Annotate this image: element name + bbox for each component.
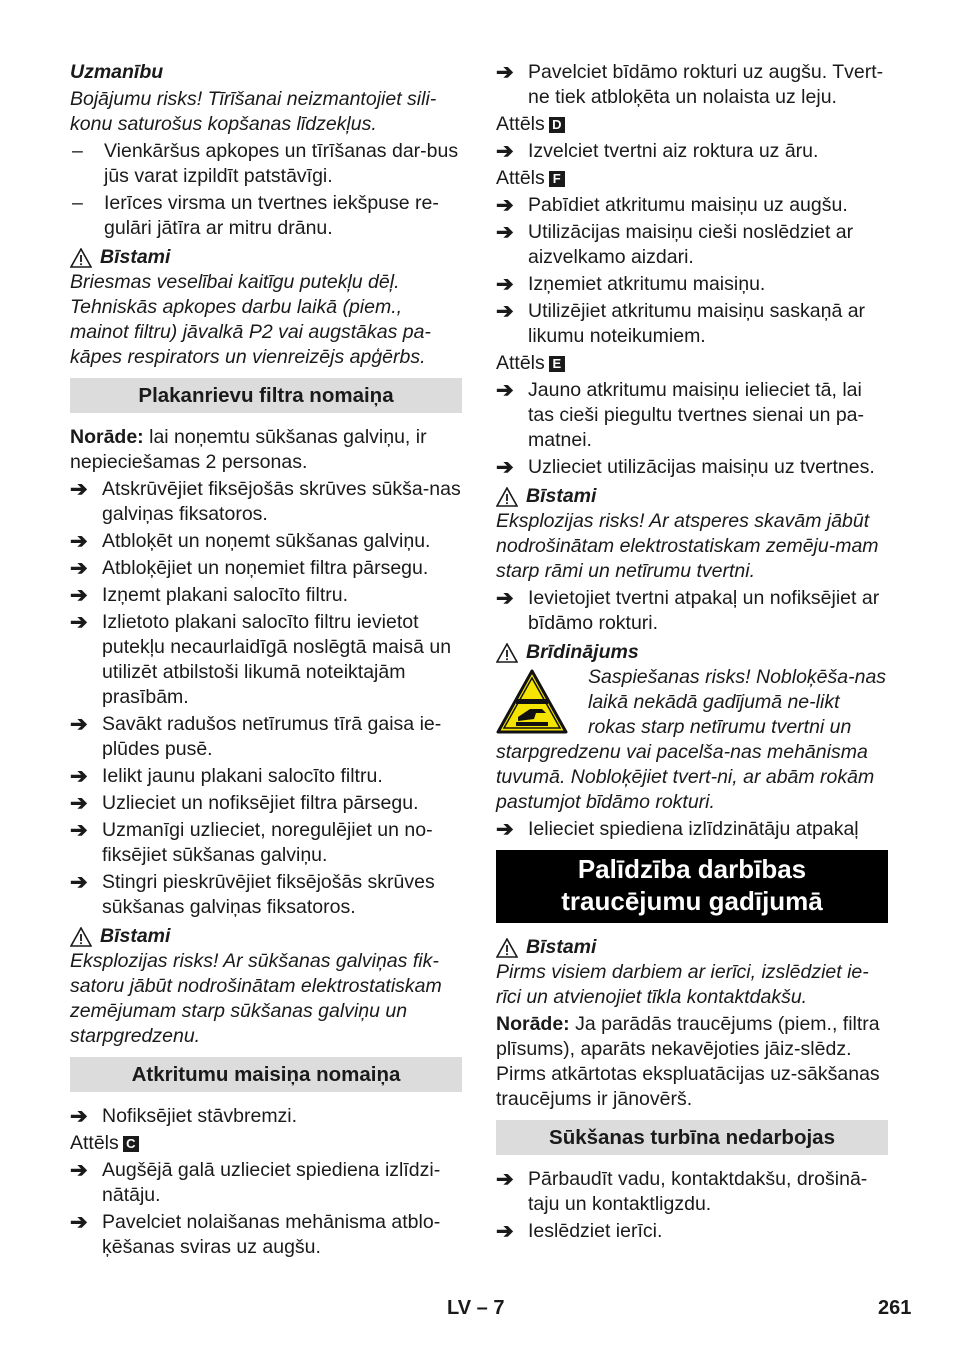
step-item: ➔ Savākt radušos netīrumus tīrā gaisa ie-plūdes pusē. xyxy=(70,713,442,760)
figure-reference: Attēls C xyxy=(70,1131,462,1156)
step-item: ➔ Pārbaudīt vadu, kontaktdakšu, drošinā-taju un kontaktligzdu. xyxy=(496,1168,868,1215)
figure-letter-badge: F xyxy=(549,171,565,187)
step-item: ➔ Izņemiet atkritumu maisiņu. xyxy=(496,273,766,296)
warning-triangle-icon xyxy=(70,927,92,947)
figure-reference: Attēls E xyxy=(496,351,888,376)
section-heading: Plakanrievu filtra nomaiņa xyxy=(70,378,462,413)
page-number: 261 xyxy=(878,1297,912,1319)
arrow-right-icon: ➔ xyxy=(70,713,88,736)
section-heading: Atkritumu maisiņa nomaiņa xyxy=(70,1057,462,1092)
step-item: ➔ Augšējā galā uzlieciet spiediena izlīdzi-nātāju. xyxy=(70,1159,441,1206)
left-column xyxy=(70,60,462,1262)
arrow-right-icon: ➔ xyxy=(496,818,514,841)
step-item: ➔ Ieslēdziet ierīci. xyxy=(496,1220,663,1243)
figure-reference: Attēls D xyxy=(496,112,888,137)
warning-triangle-icon xyxy=(496,487,518,507)
arrow-right-icon: ➔ xyxy=(70,1159,88,1182)
step-item: ➔ Atbloķējiet un noņemiet filtra pārsegu. xyxy=(70,557,429,580)
step-item: ➔ Ielieciet spiediena izlīdzinātāju atpakaļ xyxy=(496,818,859,841)
figure-reference: Attēls F xyxy=(496,166,888,191)
warning-heading: Brīdinājums xyxy=(496,640,888,665)
arrow-right-icon: ➔ xyxy=(70,557,88,580)
caution-text: Bojājumu risks! Tīrīšanai neizmantojiet sili-konu saturošus kopšanas līdzekļus. xyxy=(70,88,437,135)
chapter-heading: Palīdzība darbības traucējumu gadījumā xyxy=(496,850,888,923)
arrow-right-icon: ➔ xyxy=(496,1220,514,1243)
arrow-right-icon: ➔ xyxy=(70,765,88,788)
figure-letter-badge: E xyxy=(549,356,565,372)
arrow-right-icon: ➔ xyxy=(496,587,514,610)
step-item: ➔ Izlietoto plakani salocīto filtru ievietot putekļu necaurlaidīgā noslēgtā maisā un utilizēt atbilstoši likumā noteiktajām prasībām. xyxy=(70,611,452,708)
arrow-right-icon: ➔ xyxy=(496,61,514,84)
caution-title: Uzmanību xyxy=(70,61,164,83)
arrow-right-icon: ➔ xyxy=(70,1105,88,1128)
hand-crush-hazard-icon xyxy=(496,669,568,735)
arrow-right-icon: ➔ xyxy=(70,819,88,842)
arrow-right-icon: ➔ xyxy=(496,273,514,296)
arrow-right-icon: ➔ xyxy=(496,300,514,323)
note: Norāde: lai noņemtu sūkšanas galviņu, ir nepieciešamas 2 personas. xyxy=(70,426,427,473)
danger-heading: Bīstami xyxy=(70,245,462,270)
arrow-right-icon: ➔ xyxy=(70,478,88,501)
arrow-right-icon: ➔ xyxy=(496,221,514,244)
figure-letter-badge: D xyxy=(549,117,565,133)
footer-language-page: LV – 7 xyxy=(447,1297,505,1319)
step-item: ➔ Pavelciet nolaišanas mehānisma atblo-ķēšanas sviras uz augšu. xyxy=(70,1211,441,1258)
step-item: ➔ Pabīdiet atkritumu maisiņu uz augšu. xyxy=(496,194,848,217)
figure-letter-badge: C xyxy=(123,1136,139,1152)
step-item: ➔ Atskrūvējiet fiksējošās skrūves sūkša-nas galviņas fiksatoros. xyxy=(70,478,461,525)
list-item: – Vienkāršus apkopes un tīrīšanas dar-bus jūs varat izpildīt patstāvīgi. xyxy=(72,140,459,187)
arrow-right-icon: ➔ xyxy=(70,792,88,815)
step-item: ➔ Jauno atkritumu maisiņu ielieciet tā, lai tas cieši piegultu tvertnes sienai un pa-matnei. xyxy=(496,379,865,451)
step-item: ➔ Uzlieciet utilizācijas maisiņu uz tvertnes. xyxy=(496,456,875,479)
step-item: ➔ Utilizācijas maisiņu cieši noslēdziet ar aizvelkamo aizdari. xyxy=(496,221,854,268)
arrow-right-icon: ➔ xyxy=(496,1168,514,1191)
right-column xyxy=(496,60,888,1246)
step-item: ➔ Izņemt plakani salocīto filtru. xyxy=(70,584,349,607)
arrow-right-icon: ➔ xyxy=(70,1211,88,1234)
danger-text: Briesmas veselībai kaitīgu putekļu dēļ. Tehniskās apkopes darbu laikā (piem., mainot filtru) jāvalkā P2 vai augstākas pa-kāpes respirators un vienreizējs apģērbs. xyxy=(70,271,431,368)
list-item: – Ierīces virsma un tvertnes iekšpuse re-gulāri jātīra ar mitru drānu. xyxy=(72,192,439,239)
danger-text: Eksplozijas risks! Ar atsperes skavām jābūt nodrošinātam elektrostatiskam zemēju-mam starp rāmi un netīrumu tvertni. xyxy=(496,510,879,582)
danger-text: Pirms visiem darbiem ar ierīci, izslēdziet ie-rīci un atvienojiet tīkla kontaktdakšu. xyxy=(496,961,869,1008)
arrow-right-icon: ➔ xyxy=(70,530,88,553)
step-item: ➔ Pavelciet bīdāmo rokturi uz augšu. Tvert-ne tiek atbloķēta un nolaista uz leju. xyxy=(496,61,884,108)
warning-triangle-icon xyxy=(496,938,518,958)
step-item: ➔ Stingri pieskrūvējiet fiksējošās skrūves sūkšanas galviņas fiksatoros. xyxy=(70,871,435,918)
arrow-right-icon: ➔ xyxy=(496,379,514,402)
warning-triangle-icon xyxy=(70,248,92,268)
arrow-right-icon: ➔ xyxy=(70,611,88,634)
step-item: ➔ Uzlieciet un nofiksējiet filtra pārsegu. xyxy=(70,792,419,815)
step-item: ➔ Uzmanīgi uzlieciet, noregulējiet un no-fiksējiet sūkšanas galviņu. xyxy=(70,819,433,866)
step-item: ➔ Nofiksējiet stāvbremzi. xyxy=(70,1105,298,1128)
warning-triangle-icon xyxy=(496,643,518,663)
arrow-right-icon: ➔ xyxy=(496,140,514,163)
arrow-right-icon: ➔ xyxy=(496,194,514,217)
step-item: ➔ Utilizējiet atkritumu maisiņu saskaņā ar likumu noteikumiem. xyxy=(496,300,866,347)
step-item: ➔ Atbloķēt un noņemt sūkšanas galviņu. xyxy=(70,530,431,553)
step-item: ➔ Ievietojiet tvertni atpakaļ un nofiksējiet ar bīdāmo rokturi. xyxy=(496,587,880,634)
step-item: ➔ Ielikt jaunu plakani salocīto filtru. xyxy=(70,765,383,788)
step-item: ➔ Izvelciet tvertni aiz roktura uz āru. xyxy=(496,140,819,163)
note: Norāde: Ja parādās traucējums (piem., filtra plīsums), aparāts nekavējoties jāiz-slēdz. Pirms atkārtotas ekspluatācijas uz-sākšanas traucējums ir jānovērš. xyxy=(496,1013,880,1110)
arrow-right-icon: ➔ xyxy=(70,871,88,894)
warning-block: Saspiešanas risks! Nobloķēša-nas laikā nekādā gadījumā ne-likt rokas starp netīrumu tvertni un starpgredzenu vai pacelša-nas mehānisma tuvumā. Nobloķējiet tvert-ni, ar abām rokām pastumjot bīdāmo rokturi. xyxy=(496,666,887,813)
danger-text: Eksplozijas risks! Ar sūkšanas galviņas fik-satoru jābūt nodrošinātam elektrostatiskam zemējumam starp sūkšanas galviņu un starpgredzenu. xyxy=(70,950,442,1047)
danger-heading: Bīstami xyxy=(496,935,888,960)
section-heading: Sūkšanas turbīna nedarbojas xyxy=(496,1120,888,1155)
danger-heading: Bīstami xyxy=(70,924,462,949)
arrow-right-icon: ➔ xyxy=(70,584,88,607)
danger-heading: Bīstami xyxy=(496,484,888,509)
arrow-right-icon: ➔ xyxy=(496,456,514,479)
